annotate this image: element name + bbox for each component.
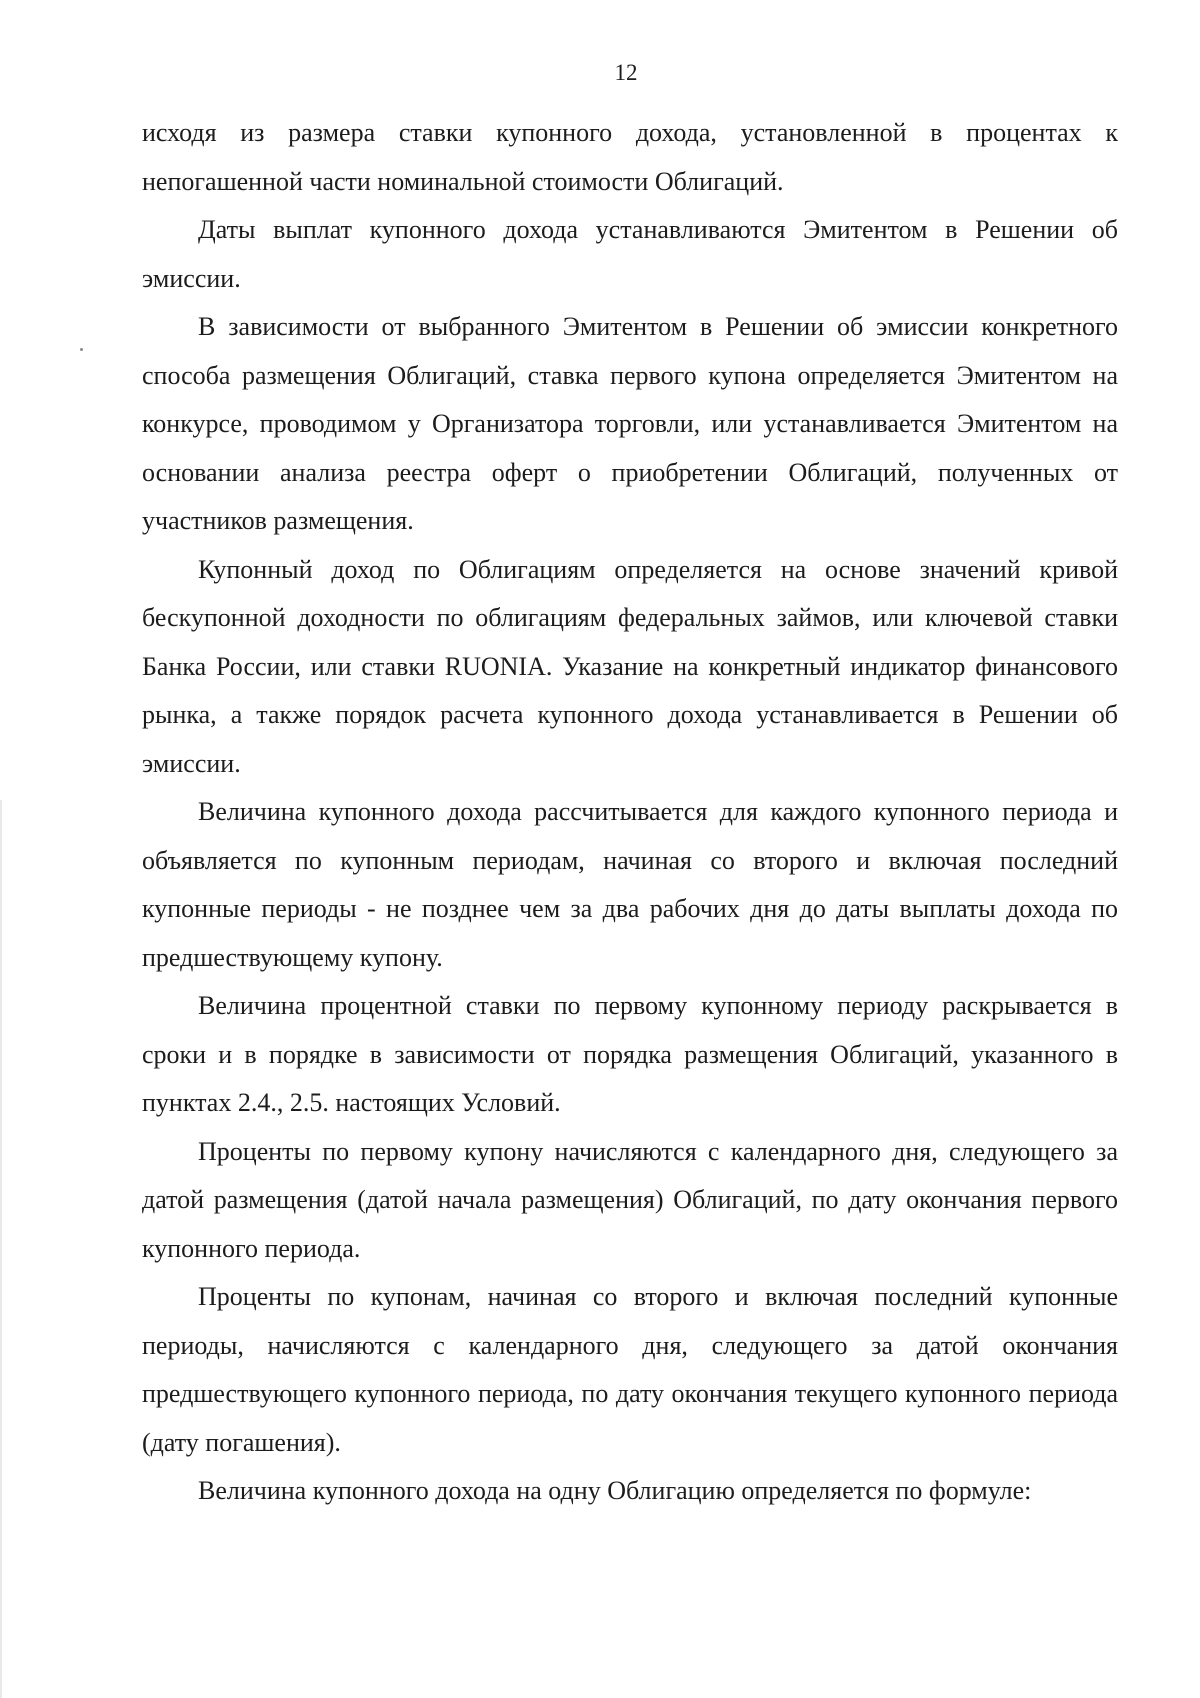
scan-dot: [80, 348, 83, 351]
paragraph-coupon-income-calculation: Величина купонного дохода рассчитывается для каждого купонного периода и объявляется по купонным периодам, начиная со второго и включая последний купонные периоды - не позднее чем за два рабочих дня до даты выплаты дохода по предшествующему купону.: [142, 797, 1118, 972]
paragraph-subsequent-coupon-accrual: Проценты по купонам, начиная со второго и включая последний купонные периоды, начисляются с календарного дня, следующего за датой окончания предшествующего купонного периода, по дату окончания текущего купонного периода (дату погашения).: [142, 1282, 1118, 1457]
paragraph-coupon-rate-continuation: исходя из размера ставки купонного дохода, установленной в процентах к непогашенной части номинальной стоимости Облигаций.: [142, 118, 1118, 196]
page-number: 12: [614, 60, 638, 85]
paragraph-first-coupon-accrual: Проценты по первому купону начисляются с календарного дня, следующего за датой размещения (датой начала размещения) Облигаций, по дату окончания первого купонного периода.: [142, 1136, 1118, 1263]
scan-edge-shadow: [0, 800, 2, 1698]
paragraph-first-period-rate-disclosure: Величина процентной ставки по первому купонному периоду раскрывается в сроки и в порядке в зависимости от порядка размещения Облигаций, указанного в пунктах 2.4., 2.5. настоящих Условий.: [142, 991, 1118, 1117]
paragraph-coupon-income-basis: Купонный доход по Облигациям определяется на основе значений кривой бескупонной доходности по облигациям федеральных займов, или ключевой ставки Банка России, или ставки RUONIA. Указание на конкретный индикатор финансового рынка, а также порядок расчета купонного дохода устанавливается в Решении об эмиссии.: [142, 554, 1118, 778]
paragraph-first-coupon-rate: В зависимости от выбранного Эмитентом в Решении об эмиссии конкретного способа размещения Облигаций, ставка первого купона определяется Эмитентом на конкурсе, проводимом у Организатора торговли, или устанавливается Эмитентом на основании анализа реестра оферт о приобретении Облигаций, полученных от участников размещения.: [142, 312, 1118, 535]
document-body: [142, 109, 1118, 1516]
paragraph-coupon-payment-dates: Даты выплат купонного дохода устанавливаются Эмитентом в Решении об эмиссии.: [142, 215, 1118, 293]
paragraph-formula-intro: Величина купонного дохода на одну Облигацию определяется по формуле:: [198, 1476, 1032, 1505]
